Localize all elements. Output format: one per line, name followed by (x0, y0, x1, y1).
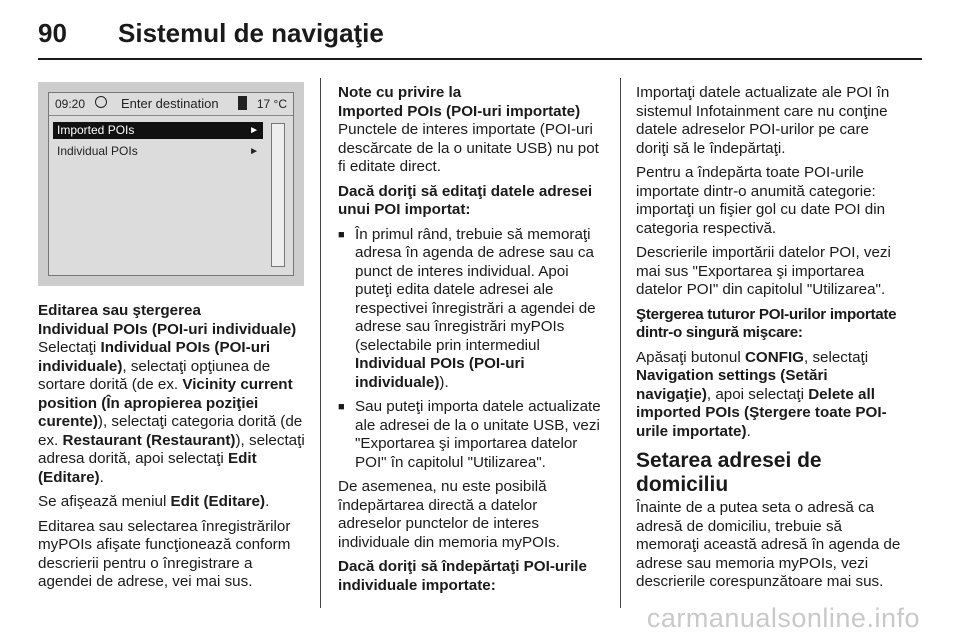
screen-status-bar (49, 93, 293, 116)
paragraph: Punctele de interes importate (POI-uri descărcate de la o unitate USB) nu pot fi editate direct. (338, 121, 599, 175)
bullet-item: ■ În primul rând, trebuie să memoraţi adresa în agenda de adrese sau ca punct de interes individual. Apoi puteţi edita datele adresei ale respectivei înregistrări a agendei de adrese sau înregistrări myPOIs (selectabile prin intermediul Individual POIs (POI-uri individuale)). (338, 226, 604, 393)
menu-item-label: Individual POIs (57, 144, 138, 158)
sub-heading: Dacă doriţi să editaţi datele adresei unui POI importat: (338, 182, 593, 218)
heading-line: Editarea sau ştergerea (38, 302, 201, 319)
screen-temperature: 17 °C (256, 97, 287, 111)
heading-line: Note cu privire la (338, 84, 462, 101)
phone-icon (238, 96, 247, 110)
clock-icon (95, 96, 107, 108)
column-divider (620, 78, 621, 608)
heading-line: Imported POIs (POI-uri importate) (338, 102, 581, 120)
bullet-item: ■ Sau puteţi importa datele actualizate ale adresei de la o unitate USB, vezi "Exportarea şi importarea datelor POI" în capitolul "Utilizarea". (338, 398, 604, 472)
chevron-right-icon: ► (249, 125, 259, 136)
paragraph: Descrierile importării datelor POI, vezi mai sus "Exportarea şi importarea datelor POI" din capitolul "Utilizarea". (636, 244, 891, 298)
heading-line: Individual POIs (POI-uri individuale) (38, 320, 297, 338)
chapter-title: Sistemul de navigaţie (118, 18, 384, 48)
section-heading (338, 84, 604, 121)
screen-scrollbar[interactable] (271, 123, 285, 267)
column-1 (38, 302, 306, 598)
screen-time: 09:20 (55, 97, 86, 111)
chevron-right-icon: ► (249, 146, 259, 157)
watermark: carmanualsonline.info (646, 603, 920, 633)
column-2 (338, 84, 604, 595)
section-heading (38, 302, 306, 339)
column-3 (636, 84, 904, 598)
paragraph: Importaţi datele actualizate ale POI în sistemul Infotainment care nu conţine datele adreselor POI-urilor pe care doriţi să le îndepărtaţi. (636, 84, 890, 157)
infotainment-screenshot (38, 82, 304, 286)
screen-menu-item-individual[interactable] (53, 143, 263, 160)
screen-menu-item-imported[interactable] (53, 122, 263, 139)
screen-panel (48, 92, 294, 276)
page-header (38, 14, 922, 58)
section-title: Setarea adresei de domiciliu (636, 449, 822, 496)
paragraph: Selectaţi Individual POIs (POI-uri individuale), selectaţi opţiunea de sortare dorită (de ex. Vicinity current position (În apropierea poziţiei curente)), selectaţi categoria dorită (de ex. Restaurant (Restaurant)), selectaţi adresa dorită, apoi selectaţi Edit (Editare). (38, 339, 305, 486)
paragraph: Se afişează meniul Edit (Editare). (38, 493, 270, 510)
page-number: 90 (38, 18, 67, 48)
paragraph: Editarea sau selectarea înregistrărilor myPOIs afişate funcţionează conform descrierii pentru o înregistrare a agendei de adrese, vei mai sus. (38, 517, 291, 590)
screen-title: Enter destination (121, 96, 219, 111)
menu-item-label: Imported POIs (57, 123, 135, 137)
sub-heading: Ştergerea tuturor POI-urilor importate dintr-o singură mişcare: (636, 305, 897, 341)
paragraph: De asemenea, nu este posibilă îndepărtarea directă a datelor adreselor punctelor de interes individuale din memoria myPOIs. (338, 478, 560, 551)
paragraph: Apăsaţi butonul CONFIG, selectaţi Navigation settings (Setări navigaţie), apoi selectaţi Delete all imported POIs (Ştergere toate POI-urile importate). (636, 348, 887, 440)
paragraph: Înainte de a putea seta o adresă ca adresă de domiciliu, trebuie să memoraţi această adresă în agenda de adrese sau memoria myPOIs, vezi descrierile corespunzătoare mai sus. (636, 499, 901, 590)
column-divider (320, 78, 321, 608)
header-rule (38, 58, 922, 60)
sub-heading: Dacă doriţi să îndepărtaţi POI-urile individuale importate: (338, 558, 587, 594)
paragraph: Pentru a îndepărta toate POI-urile importate dintr-o anumită categorie: importaţi un fişier gol cu date POI din categoria respectivă. (636, 164, 886, 237)
